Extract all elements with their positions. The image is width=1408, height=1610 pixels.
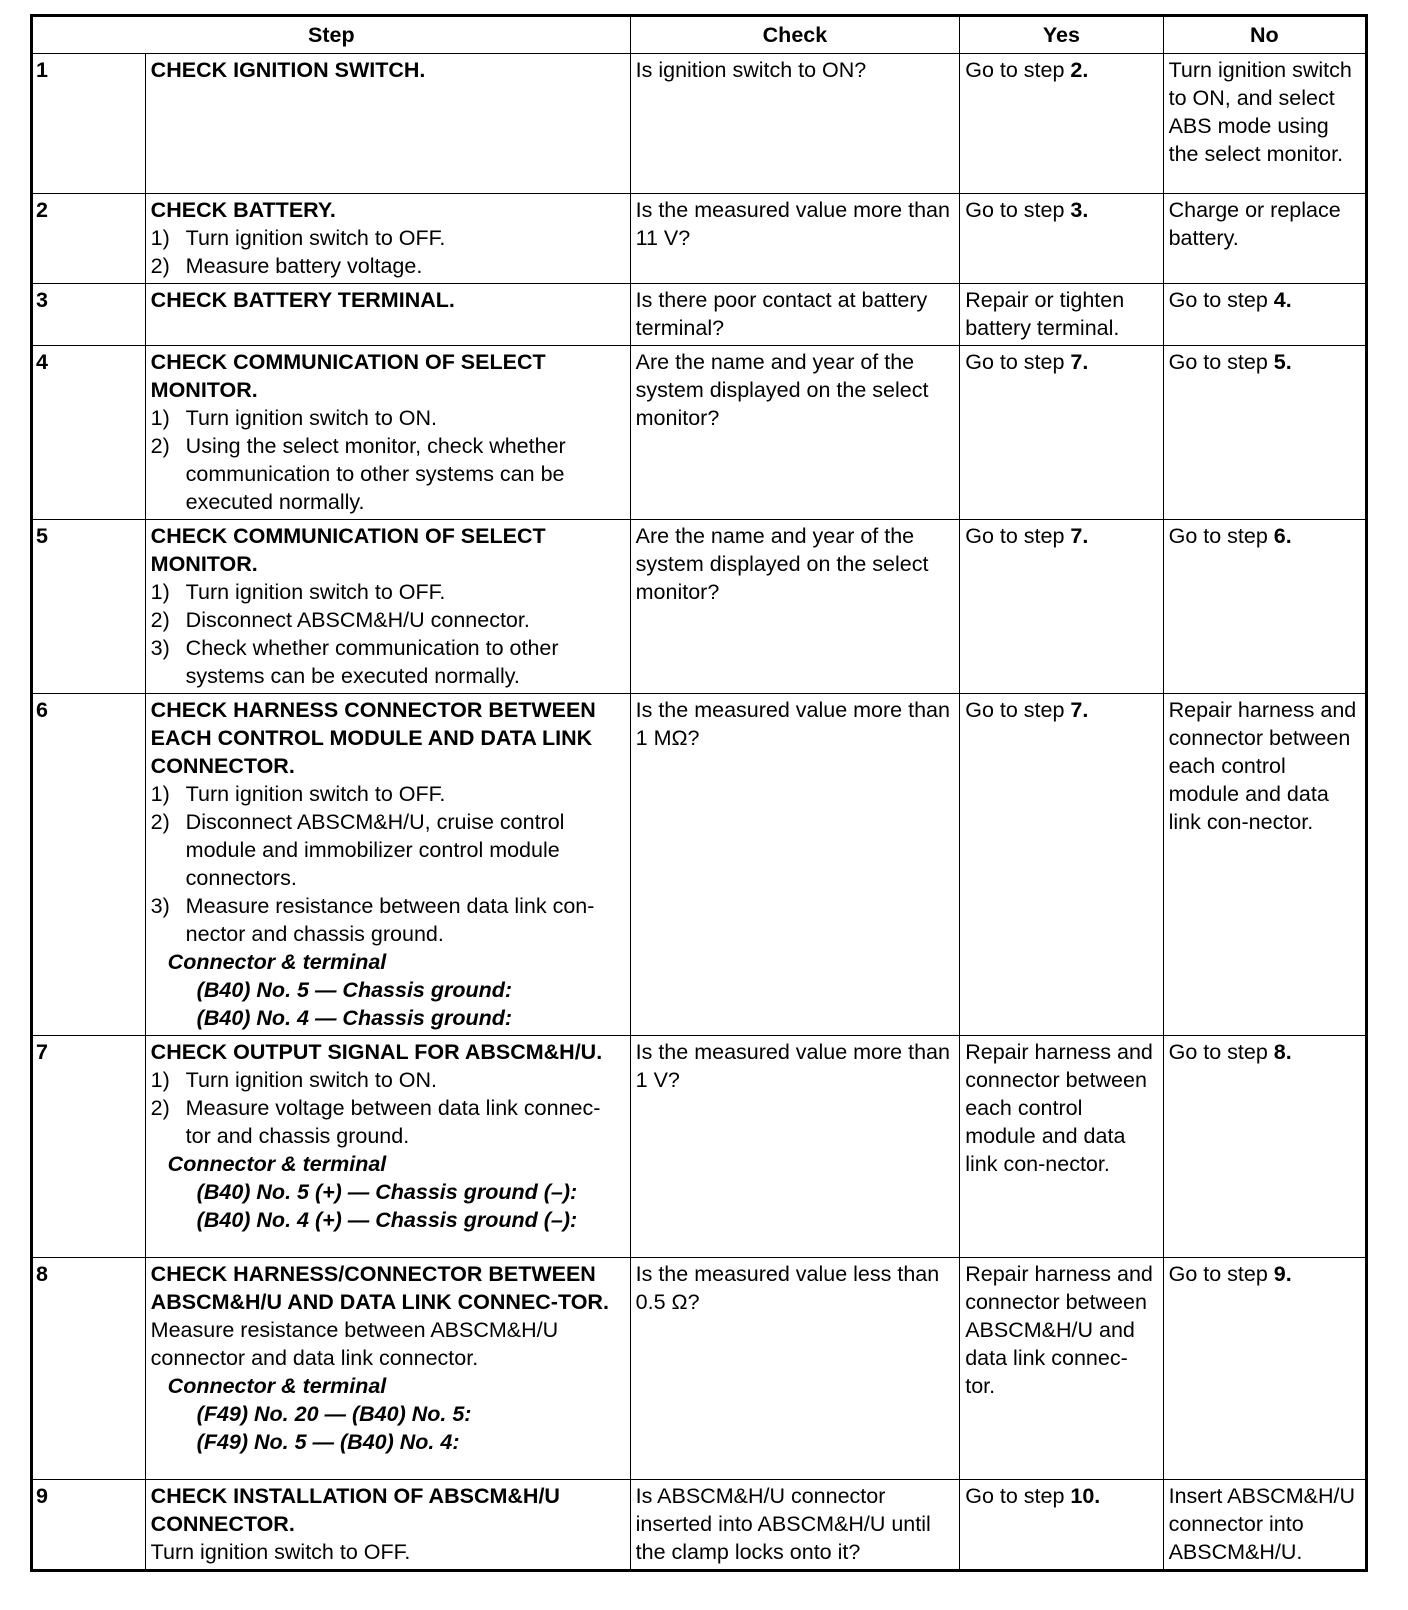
- no-text: Go to step: [1168, 288, 1274, 312]
- table-row: [32, 1480, 1367, 1571]
- sub-step-number: 2): [150, 608, 170, 632]
- check-cell: Are the name and year of the system displayed on the select monitor?: [630, 520, 960, 694]
- check-cell: Is ignition switch to ON?: [630, 54, 960, 194]
- no-text: Go to step: [1168, 1040, 1274, 1064]
- yes-step-link: 7.: [1070, 524, 1089, 548]
- header-row: [32, 16, 1367, 54]
- step-number: 6: [32, 694, 146, 1036]
- connector-line: (B40) No. 5 (+) — Chassis ground (–):: [196, 1180, 578, 1204]
- no-cell: [1163, 1036, 1366, 1258]
- yes-text: Go to step: [965, 524, 1071, 548]
- table-row: [32, 194, 1367, 284]
- step-instruction: Measure resistance between ABSCM&H/U connector and data link connector.: [150, 1318, 559, 1370]
- step-cell: [145, 1036, 630, 1258]
- step-title: CHECK INSTALLATION OF ABSCM&H/U CONNECTOR.: [150, 1484, 560, 1536]
- header-yes: Yes: [960, 16, 1163, 54]
- step-number: 4: [32, 346, 146, 520]
- sub-step-number: 3): [150, 894, 170, 918]
- yes-cell: Repair harness and connector between each control module and data link con-nector.: [960, 1036, 1163, 1258]
- diagnostic-table: [30, 14, 1368, 1572]
- check-cell: Is there poor contact at battery terminal?: [630, 284, 960, 346]
- step-title: CHECK IGNITION SWITCH.: [150, 58, 426, 82]
- step-title: CHECK COMMUNICATION OF SELECT MONITOR.: [150, 350, 546, 402]
- yes-cell: Repair or tighten battery terminal.: [960, 284, 1163, 346]
- yes-cell: [960, 194, 1163, 284]
- step-instruction: Turn ignition switch to OFF.: [150, 1540, 411, 1564]
- sub-step-text: Check whether communication to other systems can be executed normally.: [185, 636, 559, 688]
- step-number: 2: [32, 194, 146, 284]
- sub-step-number: 2): [150, 1096, 170, 1120]
- sub-step-text: Turn ignition switch to OFF.: [185, 226, 446, 250]
- sub-step-number: 2): [150, 810, 170, 834]
- sub-step: [151, 780, 625, 808]
- sub-step-number: 1): [150, 226, 170, 250]
- table-row: [32, 520, 1367, 694]
- no-cell: Charge or replace battery.: [1163, 194, 1366, 284]
- step-number: 7: [32, 1036, 146, 1258]
- no-text: Go to step: [1168, 524, 1274, 548]
- sub-step-text: Disconnect ABSCM&H/U, cruise control module and immobilizer control module connectors.: [185, 810, 565, 890]
- no-step-link: 4.: [1273, 288, 1292, 312]
- connector-line: (B40) No. 5 — Chassis ground:: [196, 978, 513, 1002]
- connector-heading: Connector & terminal: [167, 950, 387, 974]
- step-title: CHECK BATTERY TERMINAL.: [150, 288, 455, 312]
- yes-text: Go to step: [965, 1484, 1071, 1508]
- header-check: Check: [630, 16, 960, 54]
- step-title: CHECK COMMUNICATION OF SELECT MONITOR.: [150, 524, 546, 576]
- sub-step: [151, 224, 625, 252]
- step-cell: [145, 194, 630, 284]
- check-cell: Is the measured value more than 1 MΩ?: [630, 694, 960, 1036]
- step-cell: [145, 346, 630, 520]
- sub-step-number: 1): [150, 1068, 170, 1092]
- no-cell: [1163, 284, 1366, 346]
- no-step-link: 9.: [1273, 1262, 1292, 1286]
- sub-step-text: Measure voltage between data link connec-tor and chassis ground.: [185, 1096, 601, 1148]
- step-cell: [145, 1258, 630, 1480]
- sub-step-text: Turn ignition switch to ON.: [185, 1068, 437, 1092]
- sub-step: [151, 404, 625, 432]
- connector-line: (B40) No. 4 (+) — Chassis ground (–):: [196, 1208, 578, 1232]
- sub-step-number: 2): [150, 434, 170, 458]
- no-cell: [1163, 346, 1366, 520]
- yes-cell: [960, 54, 1163, 194]
- no-cell: Repair harness and connector between each control module and data link con-nector.: [1163, 694, 1366, 1036]
- table-row: [32, 54, 1367, 194]
- yes-step-link: 7.: [1070, 698, 1089, 722]
- yes-text: Go to step: [965, 198, 1071, 222]
- sub-step-text: Turn ignition switch to ON.: [185, 406, 437, 430]
- step-title: CHECK OUTPUT SIGNAL FOR ABSCM&H/U.: [150, 1040, 603, 1064]
- sub-step: [151, 578, 625, 606]
- step-number: 8: [32, 1258, 146, 1480]
- yes-text: Go to step: [965, 58, 1071, 82]
- step-title: CHECK HARNESS CONNECTOR BETWEEN EACH CONTROL MODULE AND DATA LINK CONNECTOR.: [150, 698, 596, 778]
- sub-step-text: Disconnect ABSCM&H/U connector.: [185, 608, 530, 632]
- step-number: 5: [32, 520, 146, 694]
- sub-step: [151, 606, 625, 634]
- step-title: CHECK HARNESS/CONNECTOR BETWEEN ABSCM&H/U AND DATA LINK CONNEC-TOR.: [150, 1262, 609, 1314]
- sub-step: [151, 892, 625, 948]
- diagnostic-table-container: [30, 14, 1368, 1572]
- no-cell: [1163, 520, 1366, 694]
- table-row: [32, 284, 1367, 346]
- yes-step-link: 2.: [1070, 58, 1089, 82]
- sub-step: [151, 252, 625, 280]
- step-title: CHECK BATTERY.: [150, 198, 336, 222]
- step-cell: [145, 284, 630, 346]
- connector-heading: Connector & terminal: [167, 1374, 387, 1398]
- header-no: No: [1163, 16, 1366, 54]
- header-step: Step: [32, 16, 631, 54]
- step-number: 3: [32, 284, 146, 346]
- step-cell: [145, 54, 630, 194]
- sub-step-number: 1): [150, 406, 170, 430]
- sub-step: [151, 1066, 625, 1094]
- yes-cell: [960, 1480, 1163, 1571]
- sub-step-number: 2): [150, 254, 170, 278]
- table-row: [32, 1258, 1367, 1480]
- sub-step-number: 3): [150, 636, 170, 660]
- sub-step: [151, 1094, 625, 1150]
- no-step-link: 6.: [1273, 524, 1292, 548]
- sub-step-text: Measure battery voltage.: [185, 254, 423, 278]
- check-cell: Is the measured value less than 0.5 Ω?: [630, 1258, 960, 1480]
- table-row: [32, 1036, 1367, 1258]
- step-cell: [145, 1480, 630, 1571]
- no-cell: [1163, 1258, 1366, 1480]
- check-cell: Are the name and year of the system displayed on the select monitor?: [630, 346, 960, 520]
- no-text: Go to step: [1168, 350, 1274, 374]
- yes-text: Go to step: [965, 698, 1071, 722]
- no-step-link: 5.: [1273, 350, 1292, 374]
- sub-step-number: 1): [150, 782, 170, 806]
- step-cell: [145, 520, 630, 694]
- yes-step-link: 10.: [1070, 1484, 1101, 1508]
- no-cell: Insert ABSCM&H/U connector into ABSCM&H/U.: [1163, 1480, 1366, 1571]
- sub-step-text: Turn ignition switch to OFF.: [185, 782, 446, 806]
- step-number: 1: [32, 54, 146, 194]
- yes-cell: [960, 694, 1163, 1036]
- connector-line: (F49) No. 5 — (B40) No. 4:: [196, 1430, 460, 1454]
- yes-cell: [960, 520, 1163, 694]
- sub-step-text: Measure resistance between data link con-nector and chassis ground.: [185, 894, 595, 946]
- sub-step: [151, 634, 625, 690]
- step-number: 9: [32, 1480, 146, 1571]
- table-row: [32, 694, 1367, 1036]
- table-row: [32, 346, 1367, 520]
- step-cell: [145, 694, 630, 1036]
- yes-step-link: 7.: [1070, 350, 1089, 374]
- no-cell: Turn ignition switch to ON, and select ABS mode using the select monitor.: [1163, 54, 1366, 194]
- check-cell: Is the measured value more than 11 V?: [630, 194, 960, 284]
- sub-step-text: Using the select monitor, check whether communication to other systems can be executed normally.: [185, 434, 566, 514]
- yes-text: Go to step: [965, 350, 1071, 374]
- yes-cell: [960, 346, 1163, 520]
- sub-step: [151, 808, 625, 892]
- sub-step: [151, 432, 625, 516]
- no-text: Go to step: [1168, 1262, 1274, 1286]
- connector-heading: Connector & terminal: [167, 1152, 387, 1176]
- yes-step-link: 3.: [1070, 198, 1089, 222]
- sub-step-number: 1): [150, 580, 170, 604]
- check-cell: Is ABSCM&H/U connector inserted into ABSCM&H/U until the clamp locks onto it?: [630, 1480, 960, 1571]
- yes-cell: Repair harness and connector between ABSCM&H/U and data link connec-tor.: [960, 1258, 1163, 1480]
- connector-line: (F49) No. 20 — (B40) No. 5:: [196, 1402, 472, 1426]
- sub-step-text: Turn ignition switch to OFF.: [185, 580, 446, 604]
- check-cell: Is the measured value more than 1 V?: [630, 1036, 960, 1258]
- connector-line: (B40) No. 4 — Chassis ground:: [196, 1006, 513, 1030]
- no-step-link: 8.: [1273, 1040, 1292, 1064]
